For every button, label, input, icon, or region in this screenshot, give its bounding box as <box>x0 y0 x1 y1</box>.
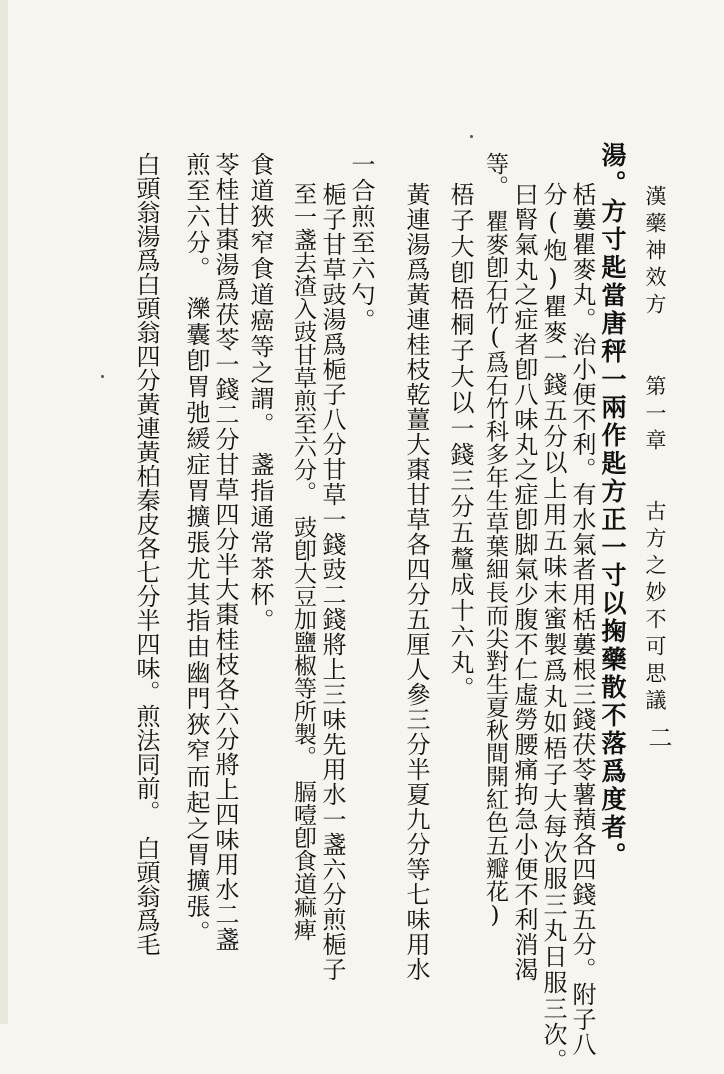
running-head-chapter-title: 古方之妙不可思議 <box>643 500 667 716</box>
text-column: 栝蔞瞿麥丸。治小便不利。有水氣者用栝蔞根三錢茯苓薯蕷各四錢五分。附子八 <box>568 182 596 1057</box>
page-edge-shadow <box>0 0 8 1024</box>
text-column: 至一盞去渣入豉甘草煎至六分。 豉卽大豆加鹽椒等所製。 膈噎卽食道痲痺 <box>290 182 316 941</box>
speck-mark <box>101 375 104 378</box>
speck-mark <box>470 135 473 138</box>
text-column: 分(炮)瞿麥一錢五分以上用五味末蜜製爲丸如梧子大每次服三丸日服三次。 <box>539 182 567 1074</box>
page-number: 二 <box>644 725 672 752</box>
text-column: 梔子甘草豉湯爲梔子八分甘草一錢豉二錢將上三味先用水一盞六分煎梔子 <box>318 182 346 982</box>
running-head-chapter: 第一章 <box>643 375 667 456</box>
text-column: 湯。方寸匙當唐秤一兩作匙方正一寸以掬藥散不落爲度者。 <box>598 142 627 870</box>
running-head-book-title: 漢藥神效方 <box>643 185 667 320</box>
text-column: 白頭翁湯爲白頭翁四分黃連黃柏秦皮各七分半四味。煎法同前。 白頭翁爲毛 <box>132 152 160 956</box>
text-column: 等。 瞿麥卽石竹(爲石竹科多年生草葉細長而尖對生夏秋間開紅色五瓣花) <box>482 152 508 929</box>
text-column: 曰腎氣丸之症者卽八味丸之症卽脚氣少腹不仁虛勞腰痛拘急小便不利消渴 <box>510 182 538 982</box>
text-column: 一合煎至六勺。 <box>347 152 375 334</box>
text-column: 黃連湯爲黃連桂枝乾薑大棗甘草各四分五厘人參三分半夏九分等七味用水 <box>402 182 430 982</box>
text-column: 食道狹窄食道癌等之謂。 盞指通常茶杯。 <box>246 152 274 634</box>
text-column: 梧子大卽梧桐子大以一錢三分五釐成十六丸。 <box>446 182 474 702</box>
text-column: 煎至六分。 濼囊卽胃弛緩症胃擴張尤其指由幽門狹窄而起之胃擴張。 <box>182 152 210 946</box>
text-column: 苓桂甘棗湯爲茯苓一錢二分甘草四分半大棗桂枝各六分將上四味用水二盞 <box>211 152 239 952</box>
